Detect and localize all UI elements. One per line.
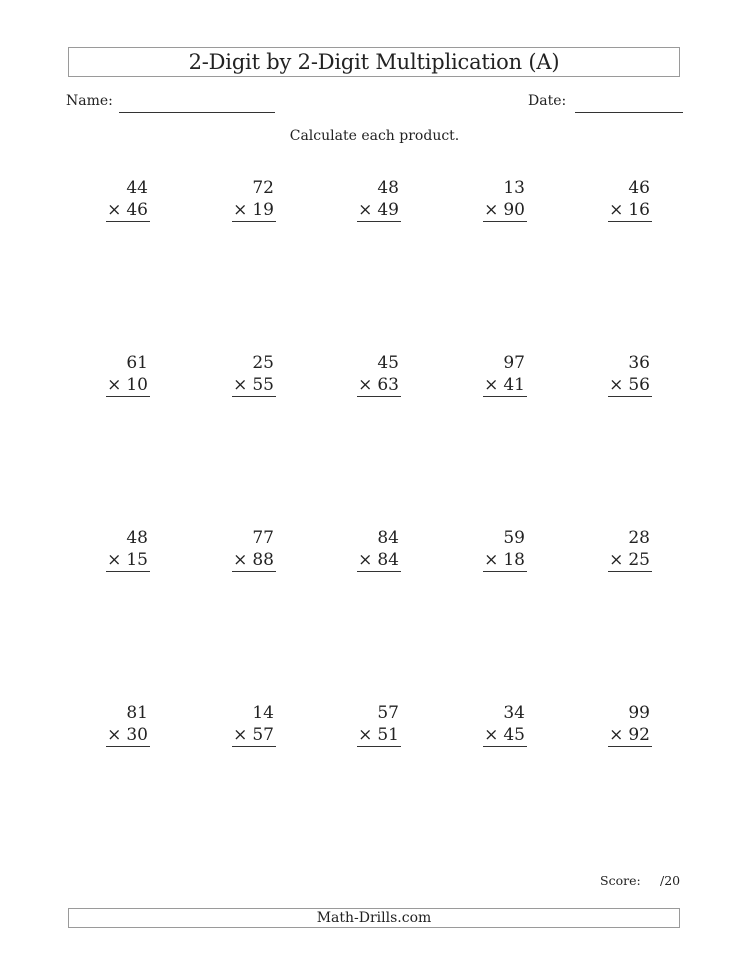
multiplier: 88 <box>252 550 274 570</box>
multiplier-row <box>357 724 401 747</box>
multiplier-row <box>608 374 652 397</box>
multiplier-row <box>106 549 150 572</box>
multiplication-problem <box>592 352 652 397</box>
multiplicand: 48 <box>126 528 148 548</box>
times-icon: × <box>358 725 373 745</box>
multiplication-problem <box>216 527 276 572</box>
multiplier-row <box>232 374 276 397</box>
multiplier-row <box>608 724 652 747</box>
multiplicand: 45 <box>377 353 399 373</box>
multiplication-problem <box>341 702 401 747</box>
site-name: Math-Drills.com <box>316 910 432 926</box>
score-total: /20 <box>660 873 681 888</box>
multiplicand: 48 <box>377 178 399 198</box>
multiplication-problem <box>341 352 401 397</box>
multiplicand: 34 <box>503 703 525 723</box>
multiplier-row <box>106 374 150 397</box>
multiplier: 63 <box>377 375 399 395</box>
multiplicand: 36 <box>628 353 650 373</box>
multiplier-row <box>357 374 401 397</box>
multiplier: 15 <box>126 550 148 570</box>
multiplier-row <box>357 199 401 222</box>
times-icon: × <box>609 200 624 220</box>
multiplier-row <box>232 724 276 747</box>
footer <box>68 908 680 928</box>
multiplication-problem <box>467 177 527 222</box>
multiplier: 90 <box>503 200 525 220</box>
multiplicand: 97 <box>503 353 525 373</box>
multiplication-problem <box>592 527 652 572</box>
multiplier-row <box>483 199 527 222</box>
multiplication-problem <box>467 527 527 572</box>
multiplier: 30 <box>126 725 148 745</box>
instructions: Calculate each product. <box>289 128 460 144</box>
times-icon: × <box>107 375 122 395</box>
multiplier: 55 <box>252 375 274 395</box>
multiplier: 19 <box>252 200 274 220</box>
multiplication-problem <box>341 527 401 572</box>
multiplication-problem <box>90 177 150 222</box>
times-icon: × <box>233 725 248 745</box>
multiplication-problem <box>467 702 527 747</box>
name-label: Name: <box>66 93 113 109</box>
times-icon: × <box>233 200 248 220</box>
times-icon: × <box>358 200 373 220</box>
multiplication-problem <box>467 352 527 397</box>
multiplier-row <box>483 724 527 747</box>
times-icon: × <box>609 375 624 395</box>
multiplier-row <box>232 199 276 222</box>
multiplication-problem <box>592 702 652 747</box>
multiplicand: 57 <box>377 703 399 723</box>
multiplicand: 99 <box>628 703 650 723</box>
multiplicand: 28 <box>628 528 650 548</box>
times-icon: × <box>107 200 122 220</box>
multiplication-problem <box>216 702 276 747</box>
worksheet-title <box>68 47 680 77</box>
multiplier-row <box>483 374 527 397</box>
multiplicand: 59 <box>503 528 525 548</box>
name-field-line[interactable] <box>119 112 275 113</box>
times-icon: × <box>233 550 248 570</box>
times-icon: × <box>107 725 122 745</box>
multiplier: 46 <box>126 200 148 220</box>
multiplicand: 25 <box>252 353 274 373</box>
multiplicand: 44 <box>126 178 148 198</box>
score-label: Score: <box>600 873 641 888</box>
multiplier-row <box>483 549 527 572</box>
times-icon: × <box>484 375 499 395</box>
multiplier: 49 <box>377 200 399 220</box>
multiplication-problem <box>90 527 150 572</box>
multiplication-problem <box>592 177 652 222</box>
multiplier: 10 <box>126 375 148 395</box>
multiplier: 45 <box>503 725 525 745</box>
multiplication-problem <box>90 352 150 397</box>
times-icon: × <box>484 725 499 745</box>
times-icon: × <box>484 550 499 570</box>
multiplier: 92 <box>628 725 650 745</box>
multiplier: 41 <box>503 375 525 395</box>
multiplier-row <box>608 199 652 222</box>
multiplication-problem <box>216 177 276 222</box>
multiplicand: 81 <box>126 703 148 723</box>
date-field-line[interactable] <box>575 112 683 113</box>
times-icon: × <box>484 200 499 220</box>
multiplier: 56 <box>628 375 650 395</box>
multiplier-row <box>357 549 401 572</box>
multiplicand: 13 <box>503 178 525 198</box>
multiplicand: 14 <box>252 703 274 723</box>
times-icon: × <box>358 375 373 395</box>
multiplier: 18 <box>503 550 525 570</box>
title-text: 2-Digit by 2-Digit Multiplication (A) <box>188 50 560 74</box>
multiplier-row <box>232 549 276 572</box>
multiplicand: 72 <box>252 178 274 198</box>
multiplier-row <box>106 199 150 222</box>
multiplier: 84 <box>377 550 399 570</box>
multiplier-row <box>106 724 150 747</box>
multiplier: 25 <box>628 550 650 570</box>
times-icon: × <box>233 375 248 395</box>
times-icon: × <box>609 725 624 745</box>
multiplicand: 46 <box>628 178 650 198</box>
multiplication-problem <box>216 352 276 397</box>
times-icon: × <box>609 550 624 570</box>
multiplier: 57 <box>252 725 274 745</box>
multiplier-row <box>608 549 652 572</box>
multiplier: 16 <box>628 200 650 220</box>
multiplicand: 84 <box>377 528 399 548</box>
date-label: Date: <box>528 93 567 109</box>
multiplication-problem <box>90 702 150 747</box>
multiplier: 51 <box>377 725 399 745</box>
multiplicand: 77 <box>252 528 274 548</box>
multiplicand: 61 <box>126 353 148 373</box>
times-icon: × <box>107 550 122 570</box>
times-icon: × <box>358 550 373 570</box>
multiplication-problem <box>341 177 401 222</box>
